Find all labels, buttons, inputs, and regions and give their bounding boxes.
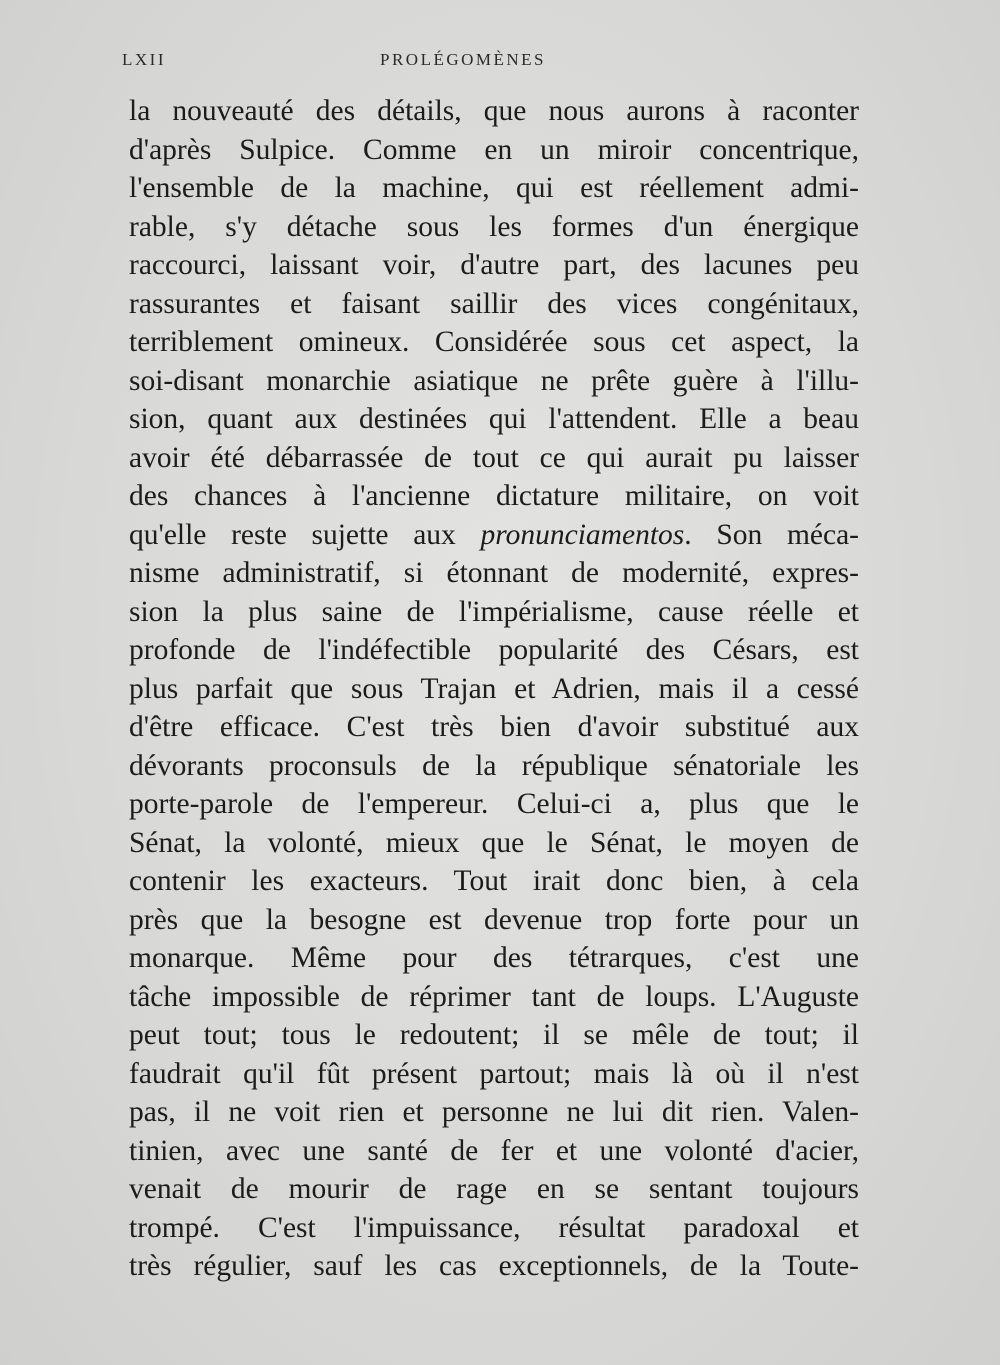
text-line: contenir les exacteurs. Tout irait donc bien, à cela [129, 865, 859, 897]
text-line: rassurantes et faisant saillir des vices congénitaux, [129, 287, 859, 320]
text-line-with-italic [129, 516, 859, 555]
text-line: avoir été débarrassée de tout ce qui aurait pu laisser [129, 441, 859, 474]
text-line: sion, quant aux destinées qui l'attendent. Elle a beau [129, 403, 859, 435]
text-line: l'ensemble de la machine, qui est réellement admi- [129, 172, 859, 204]
text-line: tâche impossible de réprimer tant de loups. L'Auguste [129, 980, 859, 1013]
text-line: porte-parole de l'empereur. Celui-ci a, plus que le [129, 788, 859, 820]
text-line: pas, il ne voit rien et personne ne lui dit rien. Valen- [129, 1096, 859, 1128]
text-line: terriblement omineux. Considérée sous cet aspect, la [129, 326, 859, 358]
text-line: raccourci, laissant voir, d'autre part, des lacunes peu [129, 249, 859, 281]
text-line: la nouveauté des détails, que nous aurons à raconter [129, 95, 859, 127]
text-segment: qu'elle reste sujette aux [129, 518, 481, 551]
text-segment: . Son méca- [684, 518, 859, 551]
text-line: sion la plus saine de l'impérialisme, cause réelle et [129, 595, 859, 628]
text-line: près que la besogne est devenue trop forte pour un [129, 903, 859, 936]
text-line: nisme administratif, si étonnant de modernité, expres- [129, 557, 859, 589]
text-line: monarque. Même pour des tétrarques, c'est une [129, 942, 859, 974]
text-line: dévorants proconsuls de la république sénatoriale les [129, 749, 859, 782]
body-text [129, 92, 859, 1286]
text-line: rable, s'y détache sous les formes d'un énergique [129, 210, 859, 243]
text-line: profonde de l'indéfectible popularité des Césars, est [129, 634, 859, 666]
text-line: peut tout; tous le redoutent; il se mêle de tout; il [129, 1019, 859, 1051]
text-line: tinien, avec une santé de fer et une volonté d'acier, [129, 1134, 859, 1167]
text-line: très régulier, sauf les cas exceptionnels, de la Toute- [129, 1250, 859, 1282]
text-line: des chances à l'ancienne dictature militaire, on voit [129, 480, 859, 512]
text-line: Sénat, la volonté, mieux que le Sénat, le moyen de [129, 826, 859, 859]
running-title: PROLÉGOMÈNES [380, 50, 547, 69]
running-head [122, 50, 857, 74]
italic-term: pronunciamentos [480, 518, 685, 551]
page-number: LXII [122, 50, 166, 69]
text-line: trompé. C'est l'impuissance, résultat paradoxal et [129, 1211, 859, 1244]
text-line: plus parfait que sous Trajan et Adrien, mais il a cessé [129, 672, 859, 705]
text-line: soi-disant monarchie asiatique ne prête guère à l'illu- [129, 364, 859, 397]
text-line: d'être efficace. C'est très bien d'avoir substitué aux [129, 711, 859, 743]
text-line: d'après Sulpice. Comme en un miroir concentrique, [129, 133, 859, 166]
text-line: faudrait qu'il fût présent partout; mais là où il n'est [129, 1057, 859, 1090]
text-line: venait de mourir de rage en se sentant toujours [129, 1173, 859, 1205]
